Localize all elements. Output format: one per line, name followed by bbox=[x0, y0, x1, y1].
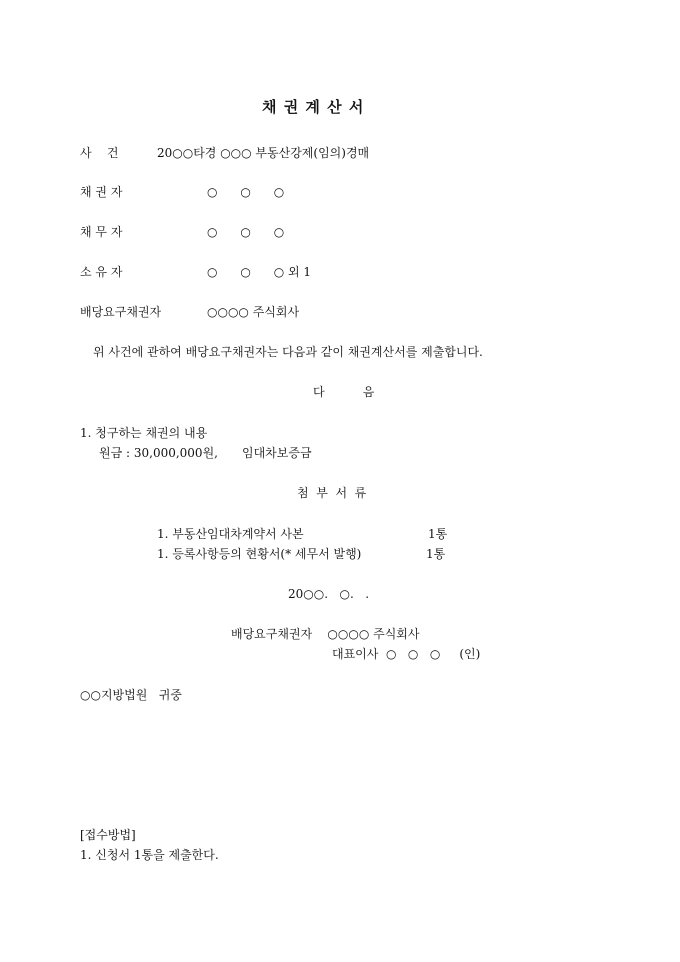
attachments-heading: 첨 부 서 류 bbox=[297, 486, 367, 500]
filing-heading: [접수방법] bbox=[80, 828, 136, 842]
next-heading: 다 음 bbox=[313, 385, 375, 399]
debtor-value: ○ ○ ○ bbox=[207, 225, 285, 239]
attachment-item-count: 1통 bbox=[426, 547, 446, 561]
attachment-item-name: 1. 등록사항등의 현황서(* 세무서 발행) bbox=[157, 547, 362, 561]
creditor-value: ○ ○ ○ bbox=[207, 185, 285, 199]
signature-rep-line: 대표이사 ○ ○ ○ (인) bbox=[332, 647, 481, 661]
court-recipient: ○○지방법원 귀중 bbox=[80, 688, 182, 702]
claimant-label: 배당요구채권자 bbox=[80, 305, 162, 319]
attachment-item-count: 1통 bbox=[428, 527, 448, 541]
statement-text: 위 사건에 관하여 배당요구채권자는 다음과 같이 채권계산서를 제출합니다. bbox=[93, 345, 483, 359]
signature-role-line: 배당요구채권자 ○○○○ 주식회사 bbox=[231, 627, 420, 641]
claimant-value: ○○○○ 주식회사 bbox=[207, 305, 300, 319]
debtor-label: 채 무 자 bbox=[80, 225, 123, 239]
document-title: 채 권 계 산 서 bbox=[262, 98, 365, 116]
case-label: 사 건 bbox=[80, 146, 119, 160]
owner-value: ○ ○ ○ 외 1 bbox=[207, 265, 312, 279]
owner-label: 소 유 자 bbox=[80, 265, 123, 279]
creditor-label: 채 권 자 bbox=[80, 185, 123, 199]
filing-item: 1. 신청서 1통을 제출한다. bbox=[80, 848, 219, 862]
document-date: 20○○. ○. . bbox=[288, 587, 370, 601]
attachment-item-name: 1. 부동산임대차계약서 사본 bbox=[157, 527, 304, 541]
claim-principal-type: 임대차보증금 bbox=[242, 446, 312, 460]
case-value: 20○○타경 ○○○ 부동산강제(임의)경매 bbox=[157, 146, 370, 160]
claim-heading: 1. 청구하는 채권의 내용 bbox=[80, 426, 208, 440]
claim-principal: 원금 : 30,000,000원, bbox=[99, 446, 218, 460]
